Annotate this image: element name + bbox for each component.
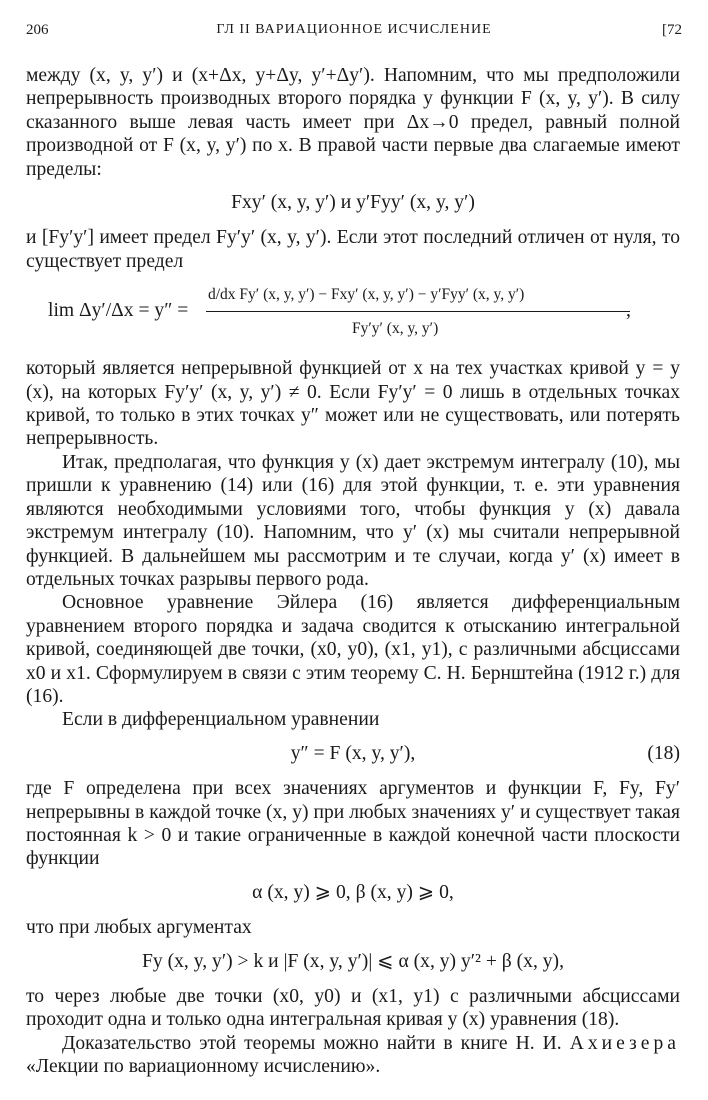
section-number: [72: [662, 22, 682, 38]
paragraph-10-end: «Лекции по вариационному исчислению».: [26, 1056, 381, 1078]
equation-limits: Fxy′ (x, y, y′) и y′Fyy′ (x, y, y′): [231, 192, 475, 214]
author-name: Ахиезера: [569, 1032, 680, 1054]
paragraph-3: который является непрерывной функцией от x на тех участках кривой y = y (x), на которых Fy′y′ (x, y, y′) ≠ 0. Если Fy′y′ = 0 лишь в отдельных точках кривой, то только в этих точках y″ может или не существовать, или потерять непрерывность.: [26, 358, 680, 450]
paragraph-9: то через любые две точки (x0, y0) и (x1, y1) с различными абсциссами проходит одна и только одна интегральная кривая y (x) уравнения (18).: [26, 986, 680, 1031]
limit-formula: [26, 281, 680, 345]
running-title: ГЛ II ВАРИАЦИОННОЕ ИСЧИСЛЕНИЕ: [216, 22, 492, 37]
paragraph-4: Итак, предполагая, что функция y (x) дает экстремум интегралу (10), мы пришли к уравнению (14) или (16) для этой функции, т. е. эти уравнения являются необходимыми условиями того, чтобы функция y (x) давала экстремум интегралу (10). Напомним, что y′ (x) мы считали непрерывной функцией. В дальнейшем мы рассмотрим и те случаи, когда y′ (x) имеет в отдельных точках разрывы первого рода.: [26, 451, 680, 590]
page-body: [26, 64, 680, 1079]
fraction-numerator: d/dx Fy′ (x, y, y′) − Fxy′ (x, y, y′) − y′Fyy′ (x, y, y′): [208, 286, 525, 304]
paragraph-6: Если в дифференциальном уравнении: [62, 709, 380, 731]
limit-lhs: lim Δy′/Δx = y″ =: [48, 300, 189, 322]
paragraph-10-start: Доказательство этой теоремы можно найти в книге Н. И.: [62, 1032, 570, 1054]
equation-inequalities: Fy (x, y, y′) > k и |F (x, y, y′)| ⩽ α (x, y) y′² + β (x, y),: [142, 950, 564, 972]
paragraph-8: что при любых аргументах: [26, 917, 252, 939]
paragraph-7: где F определена при всех значениях аргументов и функции F, Fy, Fy′ непрерывны в каждой точке (x, y) при любых значениях y′ и существует такая постоянная k > 0 и такие ограниченные в каждой конечной части плоскости функции: [26, 778, 680, 870]
equation-18-number: (18): [647, 742, 680, 764]
paragraph-5: Основное уравнение Эйлера (16) является дифференциальным уравнением второго порядка и задача сводится к отысканию интегральной кривой, соединяющей две точки, (x0, y0), (x1, y1), с различными абсциссами x0 и x1. Сформулируем в связи с этим теорему С. Н. Бернштейна (1912 г.) для (16).: [26, 592, 680, 707]
fraction-bar: [206, 311, 630, 312]
paragraph-10: [26, 1032, 680, 1079]
fraction-denominator: Fy′y′ (x, y, y′): [352, 320, 439, 338]
page-number: 206: [26, 22, 49, 38]
paragraph-1: между (x, y, y′) и (x+Δx, y+Δy, y′+Δy′). Напомним, что мы предположили непрерывность производных второго порядка у функции F (x, y, y′). В силу сказанного выше левая часть имеет при Δx→0 предел, равный полной производной от F (x, y, y′) по x. В правой части первые два слагаемые имеют пределы:: [26, 65, 680, 180]
equation-18-body: y″ = F (x, y, y′),: [290, 742, 416, 764]
formula-comma: ,: [626, 300, 631, 322]
equation-alpha-beta: α (x, y) ⩾ 0, β (x, y) ⩾ 0,: [252, 881, 454, 903]
paragraph-2: и [Fy′y′] имеет предел Fy′y′ (x, y, y′). Если этот последний отличен от нуля, то существует предел: [26, 227, 680, 272]
equation-18: [26, 742, 680, 765]
page-header: [26, 22, 682, 46]
